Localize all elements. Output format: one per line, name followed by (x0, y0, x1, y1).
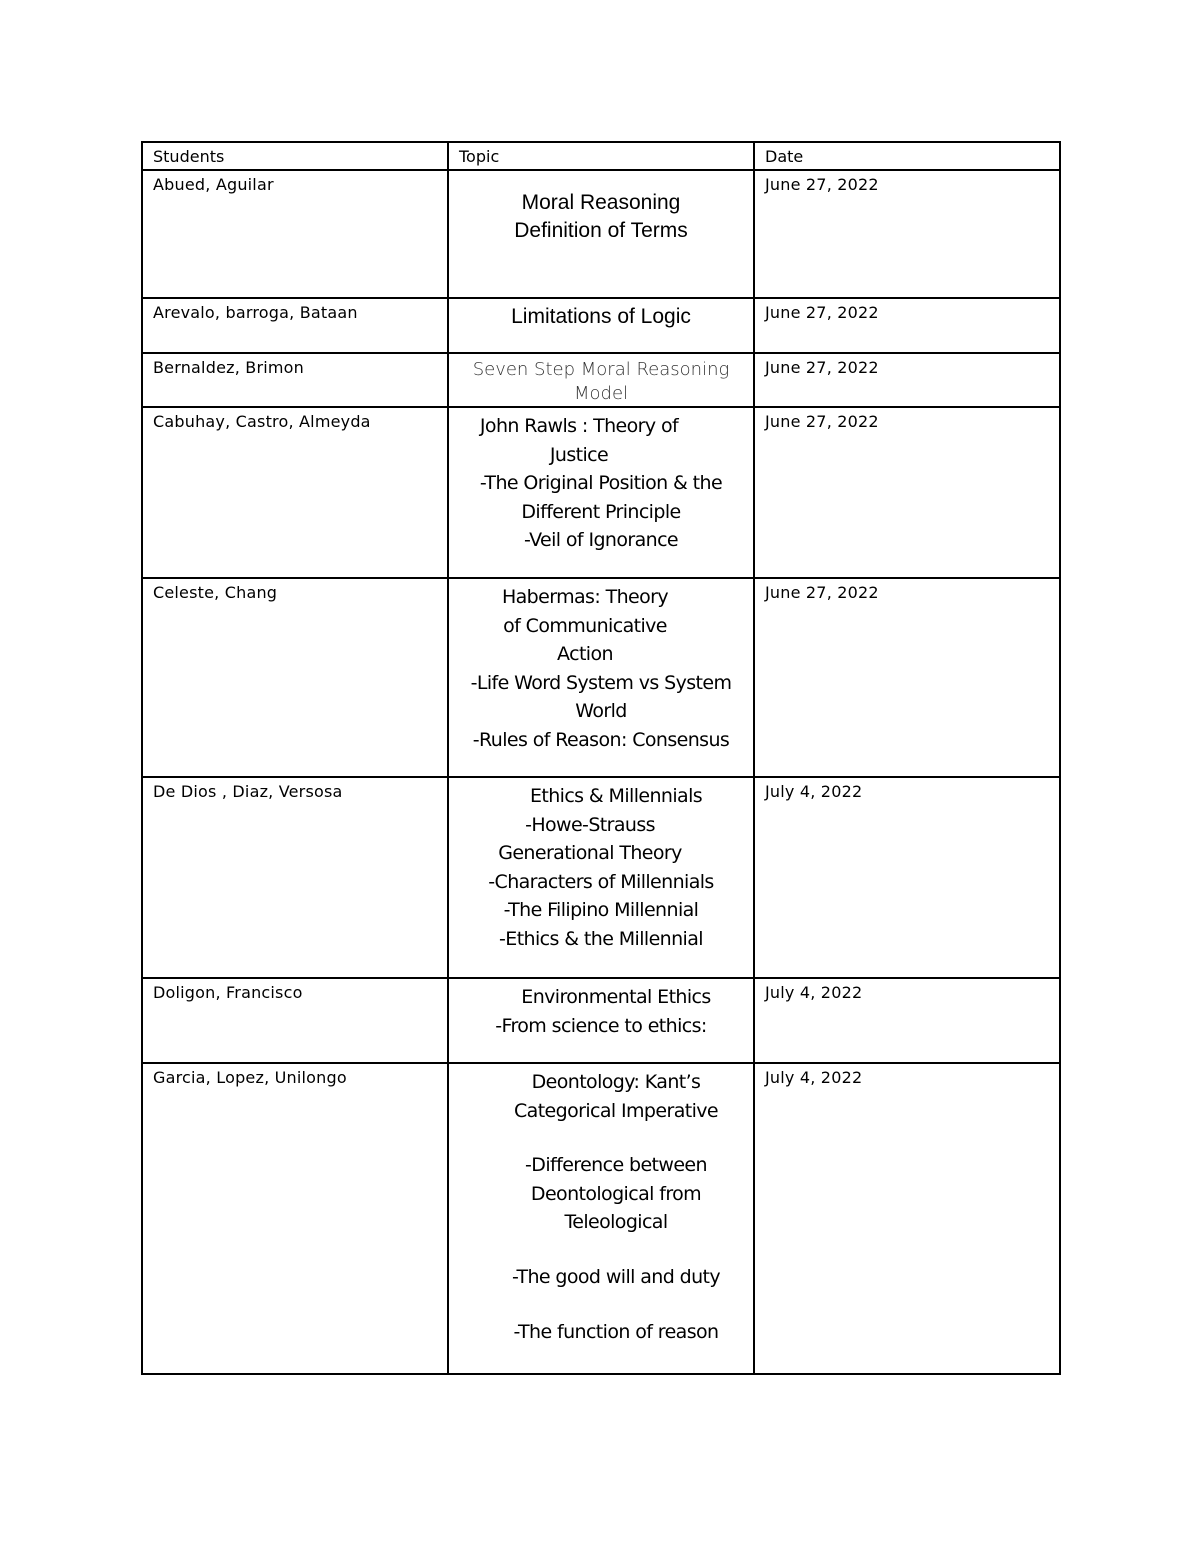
topic-line: Limitations of Logic (511, 305, 691, 328)
topic-line: of Communicative (503, 614, 667, 637)
students-cell: Doligon, Francisco (142, 978, 448, 1063)
table-row (142, 578, 1060, 777)
date-cell: July 4, 2022 (754, 978, 1060, 1063)
topic-line: -From science to ethics: (495, 1014, 707, 1037)
date-cell: June 27, 2022 (754, 298, 1060, 353)
students-cell: Cabuhay, Castro, Almeyda (142, 407, 448, 578)
topic-line: Generational Theory (498, 842, 682, 865)
topic-line: World (575, 700, 627, 723)
schedule-table (141, 141, 1061, 1375)
topic-cell (448, 578, 754, 777)
spacer (455, 1125, 747, 1151)
topic-line: Justice (549, 443, 609, 466)
table-row (142, 407, 1060, 578)
topic-line: Model (573, 383, 629, 404)
topic-line: Definition of Terms (514, 219, 688, 242)
topic-line: -The Filipino Millennial (503, 899, 699, 922)
topic-line: -Howe-Strauss (525, 813, 655, 836)
table-row (142, 170, 1060, 298)
topic-line: -Veil of Ignorance (523, 529, 679, 552)
date-cell: June 27, 2022 (754, 407, 1060, 578)
header-date: Date (754, 142, 1060, 170)
topic-line: -Rules of Reason: Consensus (472, 728, 730, 751)
topic-line: -The good will and duty (511, 1265, 721, 1288)
table-row (142, 777, 1060, 978)
date-cell: June 27, 2022 (754, 353, 1060, 407)
topic-line: Teleological (564, 1211, 668, 1234)
topic-line: Action (557, 643, 613, 666)
spacer (455, 1292, 747, 1318)
topic-cell (448, 353, 754, 407)
students-cell: Celeste, Chang (142, 578, 448, 777)
students-cell: Bernaldez, Brimon (142, 353, 448, 407)
topic-line: Moral Reasoning (521, 191, 681, 214)
table-row (142, 298, 1060, 353)
topic-line: -Difference between (525, 1154, 707, 1177)
topic-cell (448, 298, 754, 353)
date-cell: June 27, 2022 (754, 578, 1060, 777)
topic-line: Deontology: Kant’s (531, 1071, 701, 1093)
table-row (142, 978, 1060, 1063)
date-cell: June 27, 2022 (754, 170, 1060, 298)
topic-line: -The function of reason (513, 1320, 719, 1343)
header-students: Students (142, 142, 448, 170)
students-cell: Arevalo, barroga, Bataan (142, 298, 448, 353)
topic-line: Ethics & Millennials (529, 785, 703, 807)
topic-cell (448, 407, 754, 578)
spacer (455, 1237, 747, 1263)
students-cell: De Dios , Diaz, Versosa (142, 777, 448, 978)
topic-cell (448, 170, 754, 298)
table-row (142, 1063, 1060, 1374)
topic-line: John Rawls : Theory of (479, 415, 679, 437)
topic-line: Environmental Ethics (521, 986, 711, 1008)
topic-line: -Characters of Millennials (488, 870, 714, 893)
topic-line: Seven Step Moral Reasoning (472, 359, 730, 380)
topic-cell (448, 777, 754, 978)
students-cell: Garcia, Lopez, Unilongo (142, 1063, 448, 1374)
date-cell: July 4, 2022 (754, 777, 1060, 978)
topic-line: -Life Word System vs System (470, 671, 732, 694)
topic-line: -The Original Position & the (479, 472, 723, 495)
topic-cell (448, 1063, 754, 1374)
header-row (142, 142, 1060, 170)
topic-line: -Ethics & the Millennial (499, 927, 703, 950)
students-cell: Abued, Aguilar (142, 170, 448, 298)
table-row (142, 353, 1060, 407)
topic-line: Different Principle (521, 500, 681, 523)
header-topic: Topic (448, 142, 754, 170)
topic-line: Categorical Imperative (513, 1099, 718, 1122)
topic-line: Deontological from (530, 1182, 702, 1205)
topic-line: Habermas: Theory (501, 586, 669, 608)
topic-cell (448, 978, 754, 1063)
date-cell: July 4, 2022 (754, 1063, 1060, 1374)
